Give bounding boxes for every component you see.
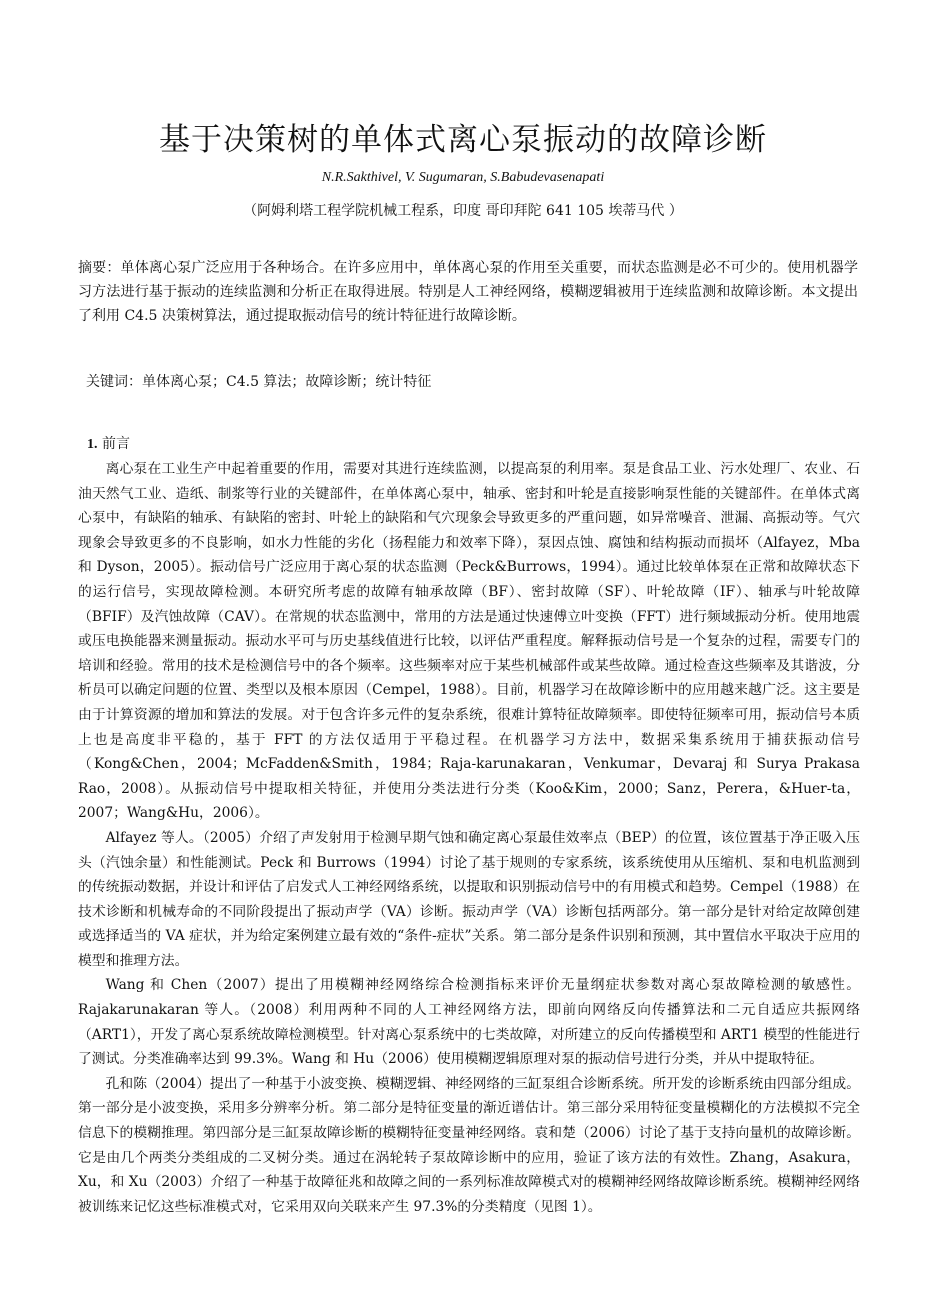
paper-title: 基于决策树的单体式离心泵振动的故障诊断 — [159, 122, 767, 158]
paragraph: Wang 和 Chen（2007）提出了用模糊神经网络综合检测指标来评价无量纲症状参数对离心泵故障检测的敏感性。Rajakarunakaran 等人。（2008）利用两种不同的人工神经网络方法，即前向网络反向传播算法和二元自适应共振网络（ART1），开发了离心泵系统故障检测模型。针对离心泵系统中的七类故障，对所建立的反向传播模型和 ART1 模型的性能进行了测试。分类准确率达到 99.3%。Wang 和 Hu（2006）使用模糊逻辑原理对泵的振动信号进行分类，并从中提取特征。 — [78, 977, 860, 1068]
section-heading — [87, 433, 130, 456]
abstract: 摘要：单体离心泵广泛应用于各种场合。在许多应用中，单体离心泵的作用至关重要，而状态监测是必不可少的。使用机器学习方法进行基于振动的连续监测和分析正在取得进展。特别是人工神经网络，模糊逻辑被用于连续监测和故障诊断。本文提出了利用 C4.5 决策树算法，通过提取振动信号的统计特征进行故障诊断。 — [78, 260, 858, 324]
keywords: 关键词：单体离心泵；C4.5 算法；故障诊断；统计特征 — [86, 374, 432, 390]
author-list: N.R.Sakthivel, V. Sugumaran, S.Babudevasenapati — [321, 170, 605, 185]
paragraph: 离心泵在工业生产中起着重要的作用，需要对其进行连续监测，以提高泵的利用率。泵是食品工业、污水处理厂、农业、石油天然气工业、造纸、制浆等行业的关键部件，在单体离心泵中，轴承、密封和叶轮是直接影响泵性能的关键部件。在单体式离心泵中，有缺陷的轴承、有缺陷的密封、叶轮上的缺陷和气穴现象会导致更多的严重问题，如异常噪音、泄漏、高振动等。气穴现象会导致更多的不良影响，如水力性能的劣化（扬程能力和效率下降），泵因点蚀、腐蚀和结构振动而损坏（Alfayez，Mba 和 Dyson，2005）。振动信号广泛应用于离心泵的状态监测（Peck&Burrows，1994）。通过比较单体泵在正常和故障状态下的运行信号，实现故障检测。本研究所考虑的故障有轴承故障（BF）、密封故障（SF）、叶轮故障（IF）、轴承与叶轮故障（BFIF）及汽蚀故障（CAV）。在常规的状态监测中，常用的方法是通过快速傅立叶变换（FFT）进行频域振动分析。使用地震或压电换能器来测量振动。振动水平可与历史基线值进行比较，以评估严重程度。解释振动信号是一个复杂的过程，需要专门的培训和经验。常用的技术是检测信号中的各个频率。这些频率对应于某些机械部件或某些故障。通过检查这些频率及其谐波，分析员可以确定问题的位置、类型以及根本原因（Cempel，1988）。目前，机器学习在故障诊断中的应用越来越广泛。这主要是由于计算资源的增加和算法的发展。对于包含许多元件的复杂系统，很难计算特征故障频率。即使特征频率可用，振动信号本质上也是高度非平稳的，基于 FFT 的方法仅适用于平稳过程。在机器学习方法中，数据采集系统用于捕获振动信号（Kong&Chen，2004；McFadden&Smith，1984；Raja-karunakaran，Venkumar，Devaraj 和 Surya Prakasa Rao，2008）。从振动信号中提取相关特征，并使用分类法进行分类（Koo&Kim，2000；Sanz，Perera，&Huer-ta，2007；Wang&Hu，2006）。 — [78, 461, 860, 822]
affiliation: （阿姆利塔工程学院机械工程系，印度 哥印拜陀 641 105 埃蒂马代 ） — [243, 203, 683, 219]
section-title: 前言 — [101, 436, 130, 452]
paragraph: Alfayez 等人。（2005）介绍了声发射用于检测早期气蚀和确定离心泵最佳效率点（BEP）的位置，该位置基于净正吸入压头（汽蚀余量）和性能测试。Peck 和 Burrows（1994）讨论了基于规则的专家系统，该系统使用从压缩机、泵和电机监测到的传统振动数据，并设计和评估了启发式人工神经网络系统，以提取和识别振动信号中的有用模式和趋势。Cempel（1988）在技术诊断和机械寿命的不同阶段提出了振动声学（VA）诊断。振动声学（VA）诊断包括两部分。第一部分是针对给定故障创建或选择适当的 VA 症状，并为给定案例建立最有效的“条件-症状”关系。第二部分是条件识别和预测，其中置信水平取决于应用的模型和推理方法。 — [78, 829, 860, 969]
body-text — [78, 457, 860, 1219]
paragraph: 孔和陈（2004）提出了一种基于小波变换、模糊逻辑、神经网络的三缸泵组合诊断系统。所开发的诊断系统由四部分组成。第一部分是小波变换，采用多分辨率分析。第二部分是特征变量的渐近谱估计。第三部分采用特征变量模糊化的方法模拟不完全信息下的模糊推理。第四部分是三缸泵故障诊断的模糊特征变量神经网络。袁和楚（2006）讨论了基于支持向量机的故障诊断。它是由几个两类分类组成的二叉树分类。通过在涡轮转子泵故障诊断中的应用，验证了该方法的有效性。Zhang，Asakura，Xu，和 Xu（2003）介绍了一种基于故障征兆和故障之间的一系列标准故障模式对的模糊神经网络故障诊断系统。模糊神经网络被训练来记忆这些标准模式对，它采用双向关联来产生 97.3%的分类精度（见图 1）。 — [78, 1075, 860, 1215]
section-number: 1. — [87, 437, 98, 452]
